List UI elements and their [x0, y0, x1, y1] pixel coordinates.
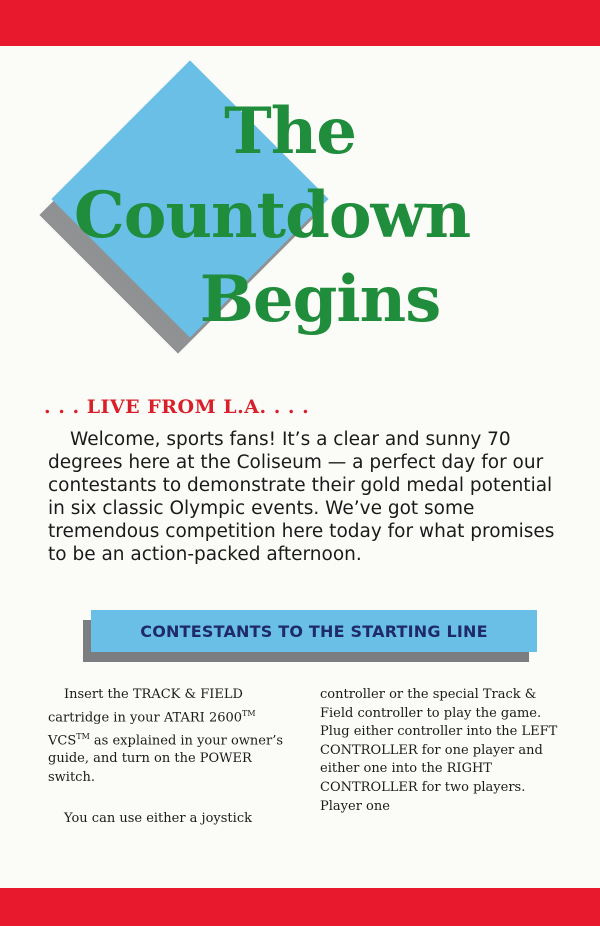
left-paragraph-1-part-c: as explained in your owner’s guide, and turn on the POWER switch. — [48, 732, 283, 786]
title-line-2: Countdown — [73, 178, 471, 253]
left-paragraph-1-part-a: Insert the TRACK & FIELD cartridge in your ATARI 2600 — [48, 687, 243, 725]
section-banner-label: CONTESTANTS TO THE STARTING LINE — [140, 621, 488, 641]
page-title — [40, 90, 540, 342]
left-text-column — [48, 686, 298, 828]
right-paragraph: controller or the special Track & Field controller to play the game. Plug either controller into the LEFT CONTROLLER for one player and either one into the RIGHT CONTROLLER for two players. Player one — [320, 687, 558, 814]
right-text-column — [320, 686, 570, 816]
live-heading: . . . LIVE FROM L.A. . . . — [44, 396, 310, 418]
intro-paragraph: Welcome, sports fans! It’s a clear and sunny 70 degrees here at the Coliseum — a perfect day for our contestants to demonstrate their gold medal potential in six classic Olympic events. We’ve got some tremendous competition here today for what promises to be an action-packed afternoon. — [48, 429, 555, 565]
trademark-mark: TM — [242, 708, 256, 718]
title-line-3: Begins — [199, 262, 441, 337]
left-paragraph-2: You can use either a joystick — [64, 810, 252, 826]
trademark-mark: TM — [76, 731, 90, 741]
left-paragraph-1 — [48, 686, 298, 788]
title-line-1: The — [224, 94, 356, 169]
bottom-red-band — [0, 888, 600, 926]
left-paragraph-1-part-b: VCS — [48, 732, 77, 748]
top-red-band — [0, 0, 600, 46]
section-banner — [91, 610, 537, 652]
